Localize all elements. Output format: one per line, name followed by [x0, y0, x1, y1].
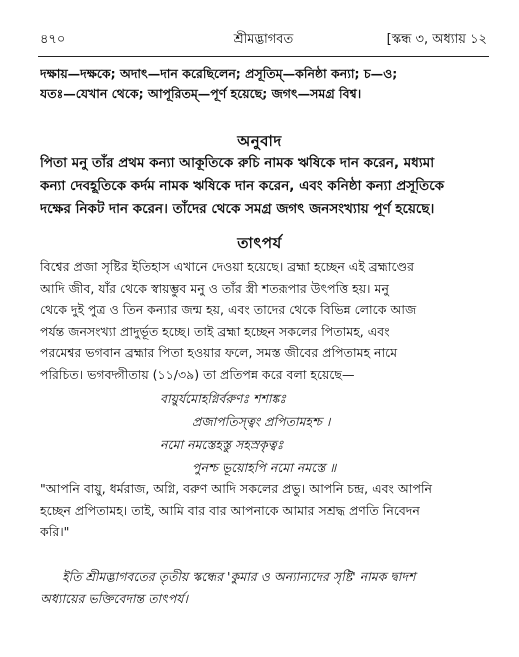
verse-translation-line: "আপনি বায়ু, ধর্মরাজ, অগ্নি, বরুণ আদি সকলের প্রভু। আপনি চন্দ্র, এবং আপনি	[40, 481, 433, 496]
synonym-line: যতঃ—যেখান থেকে; আপূরিতম্—পূর্ণ হয়েছে; জগৎ—সমগ্র বিশ্ব।	[40, 86, 362, 101]
translation-line: কন্যা দেবহূতিকে কর্দম নামক ঋষিকে দান করেন, এবং কনিষ্ঠা কন্যা প্রসূতিকে	[40, 178, 445, 194]
purport-text	[40, 256, 487, 385]
purport-line: পরিচিত। ভগবদ্গীতায় (১১/৩৯) তা প্রতিপন্ন করে বলা হয়েছে—	[40, 366, 355, 382]
chapter-reference: [স্কন্ধ ৩, অধ্যায় ১২	[386, 32, 487, 47]
translation-heading: অনুবাদ	[237, 132, 282, 150]
running-title: শ্রীমদ্ভাগবত	[233, 32, 294, 47]
purport-line: বিশ্বের প্রজা সৃষ্টির ইতিহাস এখানে দেওয়া হয়েছে। ব্রহ্মা হচ্ছেন এই ব্রহ্মাণ্ডের	[40, 259, 414, 274]
verse-translation-line: করি।"	[40, 524, 70, 539]
header-rule	[38, 56, 489, 57]
verse-line: পুনশ্চ ভূয়োহপি নমো নমস্তে ॥	[192, 460, 337, 475]
purport-line: আদি জীব, যাঁর থেকে স্বায়ম্ভুব মনু ও তাঁর স্ত্রী শতরূপার উৎপত্তি হয়। মনু	[40, 280, 389, 296]
verse-line: প্রজাপতিস্ত্বং প্রপিতামহশ্চ ।	[192, 414, 331, 429]
quoted-verse	[160, 387, 460, 479]
chapter-colophon	[40, 566, 487, 610]
verse-translation-line: হচ্ছেন প্রপিতামহ। তাই, আমি বার বার আপনাকে আমার সশ্রদ্ধ প্রণতি নিবেদন	[40, 502, 420, 518]
translation-line: দক্ষের নিকট দান করেন। তাঁদের থেকে সমগ্র জগৎ জনসংখ্যায় পূর্ণ হয়েছে।	[40, 201, 435, 217]
synonym-line: দক্ষায়—দক্ষকে; অদাৎ—দান করেছিলেন; প্রসূতিম্—কনিষ্ঠা কন্যা; চ—ও;	[40, 66, 398, 81]
translation-text	[40, 152, 487, 221]
colophon-line: ইতি শ্রীমদ্ভাগবতের তৃতীয় স্কন্ধের 'কুমার ও অন্যান্যদের সৃষ্টি' নামক দ্বাদশ	[62, 569, 416, 584]
verse-translation	[40, 478, 487, 543]
purport-heading: তাৎপর্য	[237, 234, 282, 252]
purport-line: পর্যন্ত জনসংখ্যা প্রাদুর্ভূত হচ্ছে। তাই ব্রহ্মা হচ্ছেন সকলের পিতামহ, এবং	[40, 323, 390, 339]
word-synonyms	[40, 64, 487, 104]
colophon-line: অধ্যায়ের ভক্তিবেদান্ত তাৎপর্য।	[40, 591, 188, 606]
purport-line: থেকে দুই পুত্র ও তিন কন্যার জন্ম হয়, এবং তাদের থেকে বিভিন্ন লোকে আজ	[40, 302, 417, 317]
purport-line: পরমেশ্বর ভগবান ব্রহ্মার পিতা হওয়ার ফলে, সমস্ত জীবের প্রপিতামহ নামে	[40, 345, 398, 360]
translation-line: পিতা মনু তাঁর প্রথম কন্যা আকূতিকে রুচি নামক ঋষিকে দান করেন, মধ্যমা	[40, 155, 435, 171]
verse-line: বায়ুর্যমোহগ্নির্বরুণঃ শশাঙ্কঃ	[160, 391, 287, 406]
page-header	[40, 30, 487, 52]
page-number: ৪৭০	[40, 32, 66, 47]
verse-line: নমো নমস্তেহস্তু সহস্রকৃত্বঃ	[160, 437, 284, 452]
